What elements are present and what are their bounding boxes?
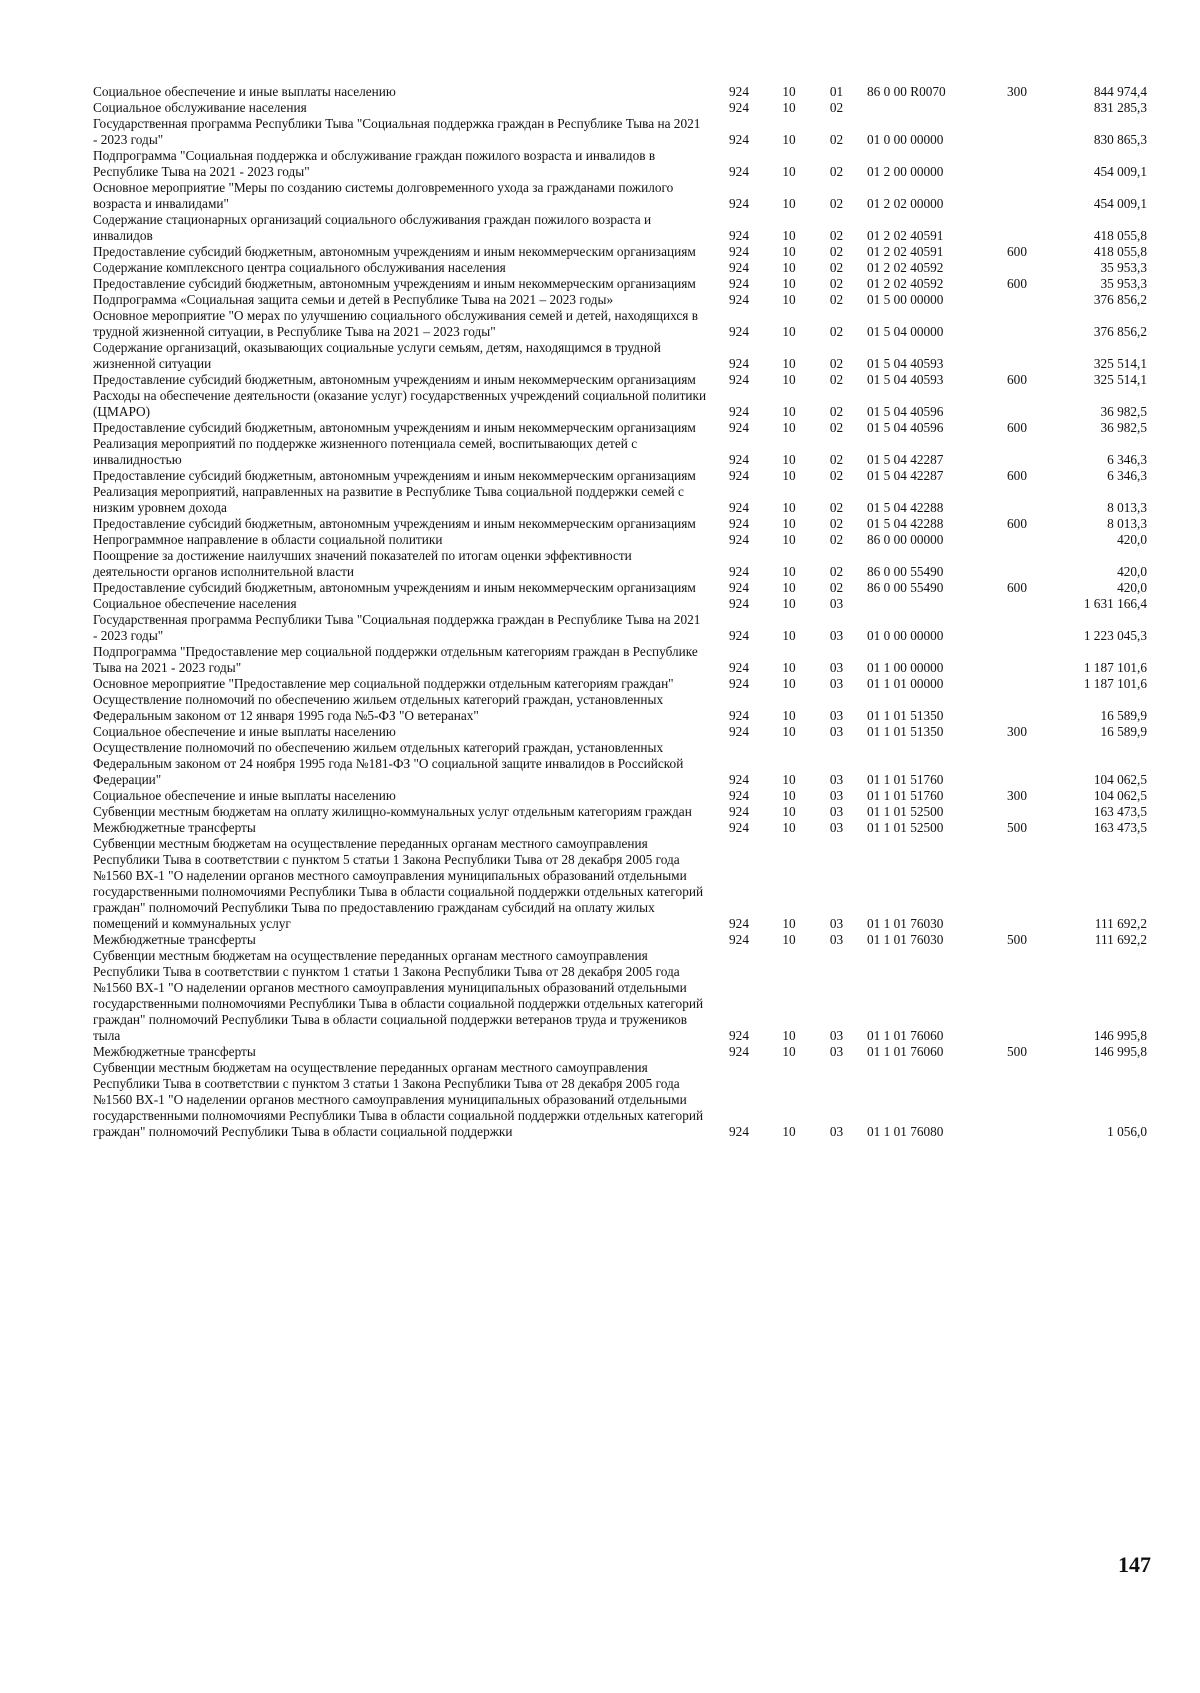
expense-type-code: 600 bbox=[1007, 468, 1027, 483]
section-code: 10 bbox=[782, 260, 796, 275]
target-article-code: 01 1 01 52500 bbox=[867, 820, 944, 835]
target-article-code: 01 1 00 00000 bbox=[867, 660, 944, 675]
amount: 35 953,3 bbox=[1100, 260, 1147, 275]
grbs-code: 924 bbox=[729, 260, 749, 275]
section-code: 10 bbox=[782, 628, 796, 643]
section-code: 10 bbox=[782, 1028, 796, 1043]
table-row bbox=[93, 724, 1147, 740]
target-article-code: 01 1 01 52500 bbox=[867, 804, 944, 819]
amount: 104 062,5 bbox=[1093, 788, 1147, 803]
subsection-code: 03 bbox=[829, 788, 844, 803]
expense-type-code: 600 bbox=[1007, 276, 1027, 291]
table-row bbox=[93, 292, 1147, 308]
amount: 830 865,3 bbox=[1093, 132, 1147, 147]
target-article-code: 86 0 00 R0070 bbox=[867, 84, 946, 99]
target-article-code: 01 5 04 00000 bbox=[867, 324, 944, 339]
amount: 146 995,8 bbox=[1093, 1028, 1147, 1043]
expense-type-code: 600 bbox=[1007, 580, 1027, 595]
table-row bbox=[93, 532, 1147, 548]
row-name: Реализация мероприятий, направленных на развитие в Республике Тыва социальной поддержки семей с низким уровнем дохода bbox=[93, 484, 684, 515]
table-row bbox=[93, 820, 1147, 836]
expense-type-code bbox=[987, 388, 1047, 420]
amount: 8 013,3 bbox=[1107, 516, 1147, 531]
expense-type-code bbox=[987, 436, 1047, 468]
section-code: 10 bbox=[782, 532, 796, 547]
table-row bbox=[93, 308, 1147, 340]
grbs-code: 924 bbox=[729, 820, 749, 835]
section-code: 10 bbox=[782, 772, 796, 787]
table-row bbox=[93, 692, 1147, 724]
row-name: Субвенции местным бюджетам на осуществление переданных органам местного самоуправления Республики Тыва в соответствии с пунктом 1 статьи 1 Закона Республики Тыва от 28 декабря 2005 года №1560 ВХ-1 "О наделении органов местного самоуправления муниципальных образований отдельными государственными полномочиями Республики Тыва в области социальной поддержки отдельных категорий граждан" полномочий Республики Тыва в области социальной поддержки ветеранов труда и тружеников тыла bbox=[93, 948, 704, 1043]
target-article-code: 01 1 01 51350 bbox=[867, 708, 944, 723]
expense-type-code bbox=[987, 740, 1047, 788]
row-name: Предоставление субсидий бюджетным, автономным учреждениям и иным некоммерческим организациям bbox=[93, 372, 696, 387]
subsection-code: 02 bbox=[829, 468, 844, 483]
expense-type-code bbox=[987, 612, 1047, 644]
expense-type-code: 500 bbox=[1007, 932, 1027, 947]
section-code: 10 bbox=[782, 276, 796, 291]
row-name: Социальное обеспечение населения bbox=[93, 596, 297, 611]
target-article-code: 01 1 01 51760 bbox=[867, 788, 944, 803]
grbs-code: 924 bbox=[729, 164, 749, 179]
subsection-code: 02 bbox=[829, 420, 844, 435]
expense-type-code bbox=[987, 1060, 1047, 1140]
row-name: Поощрение за достижение наилучших значений показателей по итогам оценки эффективности деятельности органов исполнительной власти bbox=[93, 548, 632, 579]
section-code: 10 bbox=[782, 820, 796, 835]
subsection-code: 03 bbox=[829, 660, 844, 675]
amount: 163 473,5 bbox=[1093, 804, 1147, 819]
expense-type-code bbox=[987, 116, 1047, 148]
section-code: 10 bbox=[782, 1124, 796, 1139]
grbs-code: 924 bbox=[729, 1028, 749, 1043]
target-article-code: 01 1 01 76030 bbox=[867, 932, 944, 947]
section-code: 10 bbox=[782, 196, 796, 211]
expense-type-code: 500 bbox=[1007, 1044, 1027, 1059]
target-article-code: 01 5 04 40596 bbox=[867, 404, 944, 419]
subsection-code: 03 bbox=[829, 1044, 844, 1059]
subsection-code: 02 bbox=[829, 228, 844, 243]
section-code: 10 bbox=[782, 420, 796, 435]
section-code: 10 bbox=[782, 468, 796, 483]
target-article-code: 01 1 01 76080 bbox=[867, 1124, 944, 1139]
row-name: Социальное обслуживание населения bbox=[93, 100, 307, 115]
subsection-code: 02 bbox=[829, 132, 844, 147]
table-row bbox=[93, 804, 1147, 820]
target-article-code: 01 5 04 42287 bbox=[867, 452, 944, 467]
grbs-code: 924 bbox=[729, 244, 749, 259]
grbs-code: 924 bbox=[729, 1044, 749, 1059]
amount: 844 974,4 bbox=[1093, 84, 1147, 99]
subsection-code: 02 bbox=[829, 292, 844, 307]
amount: 146 995,8 bbox=[1093, 1044, 1147, 1059]
subsection-code: 03 bbox=[829, 772, 844, 787]
amount: 6 346,3 bbox=[1107, 452, 1147, 467]
table-row bbox=[93, 836, 1147, 932]
expense-type-code: 600 bbox=[1007, 372, 1027, 387]
table-row bbox=[93, 788, 1147, 804]
expense-type-code: 300 bbox=[1007, 724, 1027, 739]
section-code: 10 bbox=[782, 788, 796, 803]
grbs-code: 924 bbox=[729, 356, 749, 371]
subsection-code: 02 bbox=[829, 356, 844, 371]
grbs-code: 924 bbox=[729, 500, 749, 515]
subsection-code: 03 bbox=[829, 804, 844, 819]
row-name: Государственная программа Республики Тыва "Социальная поддержка граждан в Республике Тыва на 2021 - 2023 годы" bbox=[93, 116, 701, 147]
section-code: 10 bbox=[782, 452, 796, 467]
target-article-code: 01 2 00 00000 bbox=[867, 164, 944, 179]
grbs-code: 924 bbox=[729, 84, 749, 99]
table-row bbox=[93, 420, 1147, 436]
subsection-code: 02 bbox=[829, 500, 844, 515]
expense-type-code bbox=[987, 692, 1047, 724]
section-code: 10 bbox=[782, 516, 796, 531]
row-name: Межбюджетные трансферты bbox=[93, 932, 256, 947]
grbs-code: 924 bbox=[729, 596, 749, 611]
subsection-code: 02 bbox=[829, 244, 844, 259]
subsection-code: 02 bbox=[829, 324, 844, 339]
expense-type-code bbox=[987, 340, 1047, 372]
section-code: 10 bbox=[782, 660, 796, 675]
budget-table bbox=[93, 84, 1147, 1140]
target-article-code: 01 1 01 76030 bbox=[867, 916, 944, 931]
expense-type-code bbox=[987, 212, 1047, 244]
target-article-code: 01 1 01 51350 bbox=[867, 724, 944, 739]
row-name: Межбюджетные трансферты bbox=[93, 820, 256, 835]
table-row bbox=[93, 148, 1147, 180]
amount: 1 223 045,3 bbox=[1083, 628, 1147, 643]
row-name: Государственная программа Республики Тыва "Социальная поддержка граждан в Республике Тыва на 2021 - 2023 годы" bbox=[93, 612, 701, 643]
table-row bbox=[93, 580, 1147, 596]
table-row bbox=[93, 516, 1147, 532]
subsection-code: 03 bbox=[829, 1028, 844, 1043]
grbs-code: 924 bbox=[729, 724, 749, 739]
target-article-code: 01 2 02 40592 bbox=[867, 260, 944, 275]
expense-type-code bbox=[987, 292, 1047, 308]
subsection-code: 02 bbox=[829, 100, 844, 115]
amount: 111 692,2 bbox=[1094, 932, 1147, 947]
grbs-code: 924 bbox=[729, 628, 749, 643]
grbs-code: 924 bbox=[729, 276, 749, 291]
row-name: Содержание организаций, оказывающих социальные услуги семьям, детям, находящимся в трудной жизненной ситуации bbox=[93, 340, 661, 371]
table-row bbox=[93, 116, 1147, 148]
grbs-code: 924 bbox=[729, 132, 749, 147]
section-code: 10 bbox=[782, 132, 796, 147]
table-row bbox=[93, 372, 1147, 388]
row-name: Предоставление субсидий бюджетным, автономным учреждениям и иным некоммерческим организациям bbox=[93, 516, 696, 531]
grbs-code: 924 bbox=[729, 532, 749, 547]
grbs-code: 924 bbox=[729, 468, 749, 483]
amount: 420,0 bbox=[1117, 532, 1147, 547]
table-row bbox=[93, 676, 1147, 692]
amount: 831 285,3 bbox=[1093, 100, 1147, 115]
table-row bbox=[93, 948, 1147, 1044]
row-name: Межбюджетные трансферты bbox=[93, 1044, 256, 1059]
grbs-code: 924 bbox=[729, 772, 749, 787]
subsection-code: 02 bbox=[829, 516, 844, 531]
grbs-code: 924 bbox=[729, 932, 749, 947]
subsection-code: 03 bbox=[829, 820, 844, 835]
amount: 1 187 101,6 bbox=[1083, 676, 1147, 691]
amount: 376 856,2 bbox=[1093, 292, 1147, 307]
section-code: 10 bbox=[782, 724, 796, 739]
section-code: 10 bbox=[782, 372, 796, 387]
table-row bbox=[93, 740, 1147, 788]
expense-type-code bbox=[987, 644, 1047, 676]
grbs-code: 924 bbox=[729, 420, 749, 435]
amount: 454 009,1 bbox=[1093, 164, 1147, 179]
row-name: Предоставление субсидий бюджетным, автономным учреждениям и иным некоммерческим организациям bbox=[93, 580, 696, 595]
target-article-code bbox=[859, 100, 987, 116]
target-article-code: 86 0 00 55490 bbox=[867, 564, 944, 579]
expense-type-code bbox=[987, 596, 1047, 612]
grbs-code: 924 bbox=[729, 196, 749, 211]
amount: 418 055,8 bbox=[1093, 228, 1147, 243]
grbs-code: 924 bbox=[729, 516, 749, 531]
table-row bbox=[93, 244, 1147, 260]
row-name: Содержание комплексного центра социального обслуживания населения bbox=[93, 260, 506, 275]
table-row bbox=[93, 276, 1147, 292]
section-code: 10 bbox=[782, 84, 796, 99]
subsection-code: 03 bbox=[829, 916, 844, 931]
grbs-code: 924 bbox=[729, 676, 749, 691]
row-name: Расходы на обеспечение деятельности (оказание услуг) государственных учреждений социальной политики (ЦМАРО) bbox=[93, 388, 707, 419]
row-name: Основное мероприятие "Меры по созданию системы долговременного ухода за гражданами пожилого возраста и инвалидами" bbox=[93, 180, 674, 211]
subsection-code: 02 bbox=[829, 260, 844, 275]
target-article-code: 01 2 02 40591 bbox=[867, 244, 944, 259]
target-article-code: 01 1 01 76060 bbox=[867, 1028, 944, 1043]
subsection-code: 03 bbox=[829, 676, 844, 691]
amount: 163 473,5 bbox=[1093, 820, 1147, 835]
grbs-code: 924 bbox=[729, 1124, 749, 1139]
subsection-code: 02 bbox=[829, 452, 844, 467]
row-name: Предоставление субсидий бюджетным, автономным учреждениям и иным некоммерческим организациям bbox=[93, 244, 696, 259]
row-name: Социальное обеспечение и иные выплаты населению bbox=[93, 84, 396, 99]
amount: 420,0 bbox=[1117, 580, 1147, 595]
row-name: Субвенции местным бюджетам на осуществление переданных органам местного самоуправления Республики Тыва в соответствии с пунктом 5 статьи 1 Закона Республики Тыва от 28 декабря 2005 года №1560 ВХ-1 "О наделении органов местного самоуправления муниципальных образований отдельными государственными полномочиями Республики Тыва в области социальной поддержки отдельных категорий граждан" полномочий Республики Тыва по предоставлению гражданам субсидий на оплату жилых помещений и коммунальных услуг bbox=[93, 836, 704, 931]
row-name: Содержание стационарных организаций социального обслуживания граждан пожилого возраста и инвалидов bbox=[93, 212, 652, 243]
section-code: 10 bbox=[782, 292, 796, 307]
section-code: 10 bbox=[782, 932, 796, 947]
grbs-code: 924 bbox=[729, 324, 749, 339]
amount: 6 346,3 bbox=[1107, 468, 1147, 483]
expense-type-code bbox=[987, 180, 1047, 212]
grbs-code: 924 bbox=[729, 580, 749, 595]
table-row bbox=[93, 596, 1147, 612]
target-article-code: 01 5 04 40596 bbox=[867, 420, 944, 435]
amount: 36 982,5 bbox=[1100, 420, 1147, 435]
amount: 420,0 bbox=[1117, 564, 1147, 579]
expense-type-code bbox=[987, 532, 1047, 548]
target-article-code: 01 1 01 76060 bbox=[867, 1044, 944, 1059]
row-name: Социальное обеспечение и иные выплаты населению bbox=[93, 788, 396, 803]
target-article-code: 01 5 04 42287 bbox=[867, 468, 944, 483]
row-name: Субвенции местным бюджетам на оплату жилищно-коммунальных услуг отдельным категориям граждан bbox=[93, 804, 692, 819]
amount: 104 062,5 bbox=[1093, 772, 1147, 787]
grbs-code: 924 bbox=[729, 372, 749, 387]
target-article-code: 01 2 02 40592 bbox=[867, 276, 944, 291]
table-row bbox=[93, 212, 1147, 244]
amount: 111 692,2 bbox=[1094, 916, 1147, 931]
expense-type-code bbox=[987, 948, 1047, 1044]
section-code: 10 bbox=[782, 564, 796, 579]
row-name: Основное мероприятие "О мерах по улучшению социального обслуживания семей и детей, находящихся в трудной жизненной ситуации, в Республике Тыва на 2021 – 2023 годы" bbox=[93, 308, 699, 339]
table-row bbox=[93, 84, 1147, 100]
section-code: 10 bbox=[782, 356, 796, 371]
table-row bbox=[93, 1044, 1147, 1060]
amount: 325 514,1 bbox=[1093, 356, 1147, 371]
table-row bbox=[93, 260, 1147, 276]
row-name: Социальное обеспечение и иные выплаты населению bbox=[93, 724, 396, 739]
expense-type-code bbox=[987, 548, 1047, 580]
target-article-code: 01 5 00 00000 bbox=[867, 292, 944, 307]
subsection-code: 03 bbox=[829, 628, 844, 643]
target-article-code: 01 2 02 40591 bbox=[867, 228, 944, 243]
row-name: Предоставление субсидий бюджетным, автономным учреждениям и иным некоммерческим организациям bbox=[93, 276, 696, 291]
grbs-code: 924 bbox=[729, 452, 749, 467]
subsection-code: 03 bbox=[829, 1124, 844, 1139]
expense-type-code bbox=[987, 260, 1047, 276]
row-name: Предоставление субсидий бюджетным, автономным учреждениям и иным некоммерческим организациям bbox=[93, 420, 696, 435]
section-code: 10 bbox=[782, 228, 796, 243]
amount: 36 982,5 bbox=[1100, 404, 1147, 419]
subsection-code: 02 bbox=[829, 532, 844, 547]
expense-type-code: 300 bbox=[1007, 84, 1027, 99]
target-article-code: 01 5 04 40593 bbox=[867, 372, 944, 387]
target-article-code: 01 1 01 00000 bbox=[867, 676, 944, 691]
grbs-code: 924 bbox=[729, 292, 749, 307]
section-code: 10 bbox=[782, 244, 796, 259]
section-code: 10 bbox=[782, 916, 796, 931]
amount: 418 055,8 bbox=[1093, 244, 1147, 259]
table-row bbox=[93, 612, 1147, 644]
table-row bbox=[93, 484, 1147, 516]
page-number: 147 bbox=[1118, 1552, 1151, 1577]
amount: 376 856,2 bbox=[1093, 324, 1147, 339]
section-code: 10 bbox=[782, 164, 796, 179]
row-name: Подпрограмма "Социальная поддержка и обслуживание граждан пожилого возраста и инвалидов в Республике Тыва на 2021 - 2023 годы" bbox=[93, 148, 656, 179]
expense-type-code bbox=[987, 676, 1047, 692]
section-code: 10 bbox=[782, 580, 796, 595]
table-body bbox=[93, 84, 1147, 1140]
table-row bbox=[93, 548, 1147, 580]
expense-type-code: 600 bbox=[1007, 516, 1027, 531]
target-article-code: 01 5 04 40593 bbox=[867, 356, 944, 371]
table-row bbox=[93, 932, 1147, 948]
amount: 1 187 101,6 bbox=[1083, 660, 1147, 675]
table-row bbox=[93, 100, 1147, 116]
expense-type-code bbox=[987, 484, 1047, 516]
target-article-code: 01 5 04 42288 bbox=[867, 516, 944, 531]
section-code: 10 bbox=[782, 804, 796, 819]
expense-type-code: 600 bbox=[1007, 420, 1027, 435]
subsection-code: 03 bbox=[829, 596, 844, 611]
expense-type-code bbox=[987, 148, 1047, 180]
table-row bbox=[93, 468, 1147, 484]
target-article-code: 01 2 02 00000 bbox=[867, 196, 944, 211]
section-code: 10 bbox=[782, 324, 796, 339]
subsection-code: 02 bbox=[829, 372, 844, 387]
target-article-code: 01 0 00 00000 bbox=[867, 628, 944, 643]
subsection-code: 01 bbox=[829, 84, 844, 99]
grbs-code: 924 bbox=[729, 404, 749, 419]
subsection-code: 03 bbox=[829, 708, 844, 723]
expense-type-code bbox=[987, 308, 1047, 340]
section-code: 10 bbox=[782, 676, 796, 691]
subsection-code: 02 bbox=[829, 164, 844, 179]
row-name: Субвенции местным бюджетам на осуществление переданных органам местного самоуправления Республики Тыва в соответствии с пунктом 3 статьи 1 Закона Республики Тыва от 28 декабря 2005 года №1560 ВХ-1 "О наделении органов местного самоуправления муниципальных образований отдельными государственными полномочиями Республики Тыва в области социальной поддержки отдельных категорий граждан" полномочий Республики Тыва в области социальной поддержки bbox=[93, 1060, 704, 1139]
section-code: 10 bbox=[782, 1044, 796, 1059]
table-row bbox=[93, 1060, 1147, 1140]
row-name: Предоставление субсидий бюджетным, автономным учреждениям и иным некоммерческим организациям bbox=[93, 468, 696, 483]
amount: 325 514,1 bbox=[1093, 372, 1147, 387]
section-code: 10 bbox=[782, 596, 796, 611]
row-name: Подпрограмма "Предоставление мер социальной поддержки отдельным категориям граждан в Республике Тыва на 2021 - 2023 годы" bbox=[93, 644, 698, 675]
grbs-code: 924 bbox=[729, 100, 749, 115]
grbs-code: 924 bbox=[729, 708, 749, 723]
expense-type-code bbox=[987, 100, 1047, 116]
table-row bbox=[93, 644, 1147, 676]
row-name: Непрограммное направление в области социальной политики bbox=[93, 532, 443, 547]
table-row bbox=[93, 388, 1147, 420]
target-article-code bbox=[859, 596, 987, 612]
grbs-code: 924 bbox=[729, 228, 749, 243]
amount: 8 013,3 bbox=[1107, 500, 1147, 515]
expense-type-code: 600 bbox=[1007, 244, 1027, 259]
section-code: 10 bbox=[782, 404, 796, 419]
section-code: 10 bbox=[782, 100, 796, 115]
table-row bbox=[93, 180, 1147, 212]
amount: 16 589,9 bbox=[1100, 724, 1147, 739]
target-article-code: 01 1 01 51760 bbox=[867, 772, 944, 787]
row-name: Осуществление полномочий по обеспечению жильем отдельных категорий граждан, установленных Федеральным законом от 24 ноября 1995 года №181-ФЗ "О социальной защите инвалидов в Российской Федерации" bbox=[93, 740, 684, 787]
row-name: Основное мероприятие "Предоставление мер социальной поддержки отдельным категориям граждан" bbox=[93, 676, 674, 691]
subsection-code: 03 bbox=[829, 724, 844, 739]
subsection-code: 02 bbox=[829, 196, 844, 211]
grbs-code: 924 bbox=[729, 788, 749, 803]
section-code: 10 bbox=[782, 708, 796, 723]
table-row bbox=[93, 340, 1147, 372]
grbs-code: 924 bbox=[729, 660, 749, 675]
target-article-code: 01 0 00 00000 bbox=[867, 132, 944, 147]
subsection-code: 02 bbox=[829, 404, 844, 419]
subsection-code: 02 bbox=[829, 580, 844, 595]
amount: 1 631 166,4 bbox=[1083, 596, 1147, 611]
target-article-code: 01 5 04 42288 bbox=[867, 500, 944, 515]
expense-type-code bbox=[987, 836, 1047, 932]
row-name: Осуществление полномочий по обеспечению жильем отдельных категорий граждан, установленных Федеральным законом от 12 января 1995 года №5-ФЗ "О ветеранах" bbox=[93, 692, 664, 723]
row-name: Реализация мероприятий по поддержке жизненного потенциала семей, воспитывающих детей с инвалидностью bbox=[93, 436, 638, 467]
amount: 1 056,0 bbox=[1107, 1124, 1147, 1139]
grbs-code: 924 bbox=[729, 804, 749, 819]
amount: 16 589,9 bbox=[1100, 708, 1147, 723]
row-name: Подпрограмма «Социальная защита семьи и детей в Республике Тыва на 2021 – 2023 годы» bbox=[93, 292, 614, 307]
subsection-code: 03 bbox=[829, 932, 844, 947]
expense-type-code bbox=[987, 804, 1047, 820]
grbs-code: 924 bbox=[729, 916, 749, 931]
expense-type-code: 300 bbox=[1007, 788, 1027, 803]
amount: 35 953,3 bbox=[1100, 276, 1147, 291]
amount: 454 009,1 bbox=[1093, 196, 1147, 211]
section-code: 10 bbox=[782, 500, 796, 515]
subsection-code: 02 bbox=[829, 564, 844, 579]
target-article-code: 86 0 00 00000 bbox=[867, 532, 944, 547]
expense-type-code: 500 bbox=[1007, 820, 1027, 835]
target-article-code: 86 0 00 55490 bbox=[867, 580, 944, 595]
subsection-code: 02 bbox=[829, 276, 844, 291]
table-row bbox=[93, 436, 1147, 468]
grbs-code: 924 bbox=[729, 564, 749, 579]
